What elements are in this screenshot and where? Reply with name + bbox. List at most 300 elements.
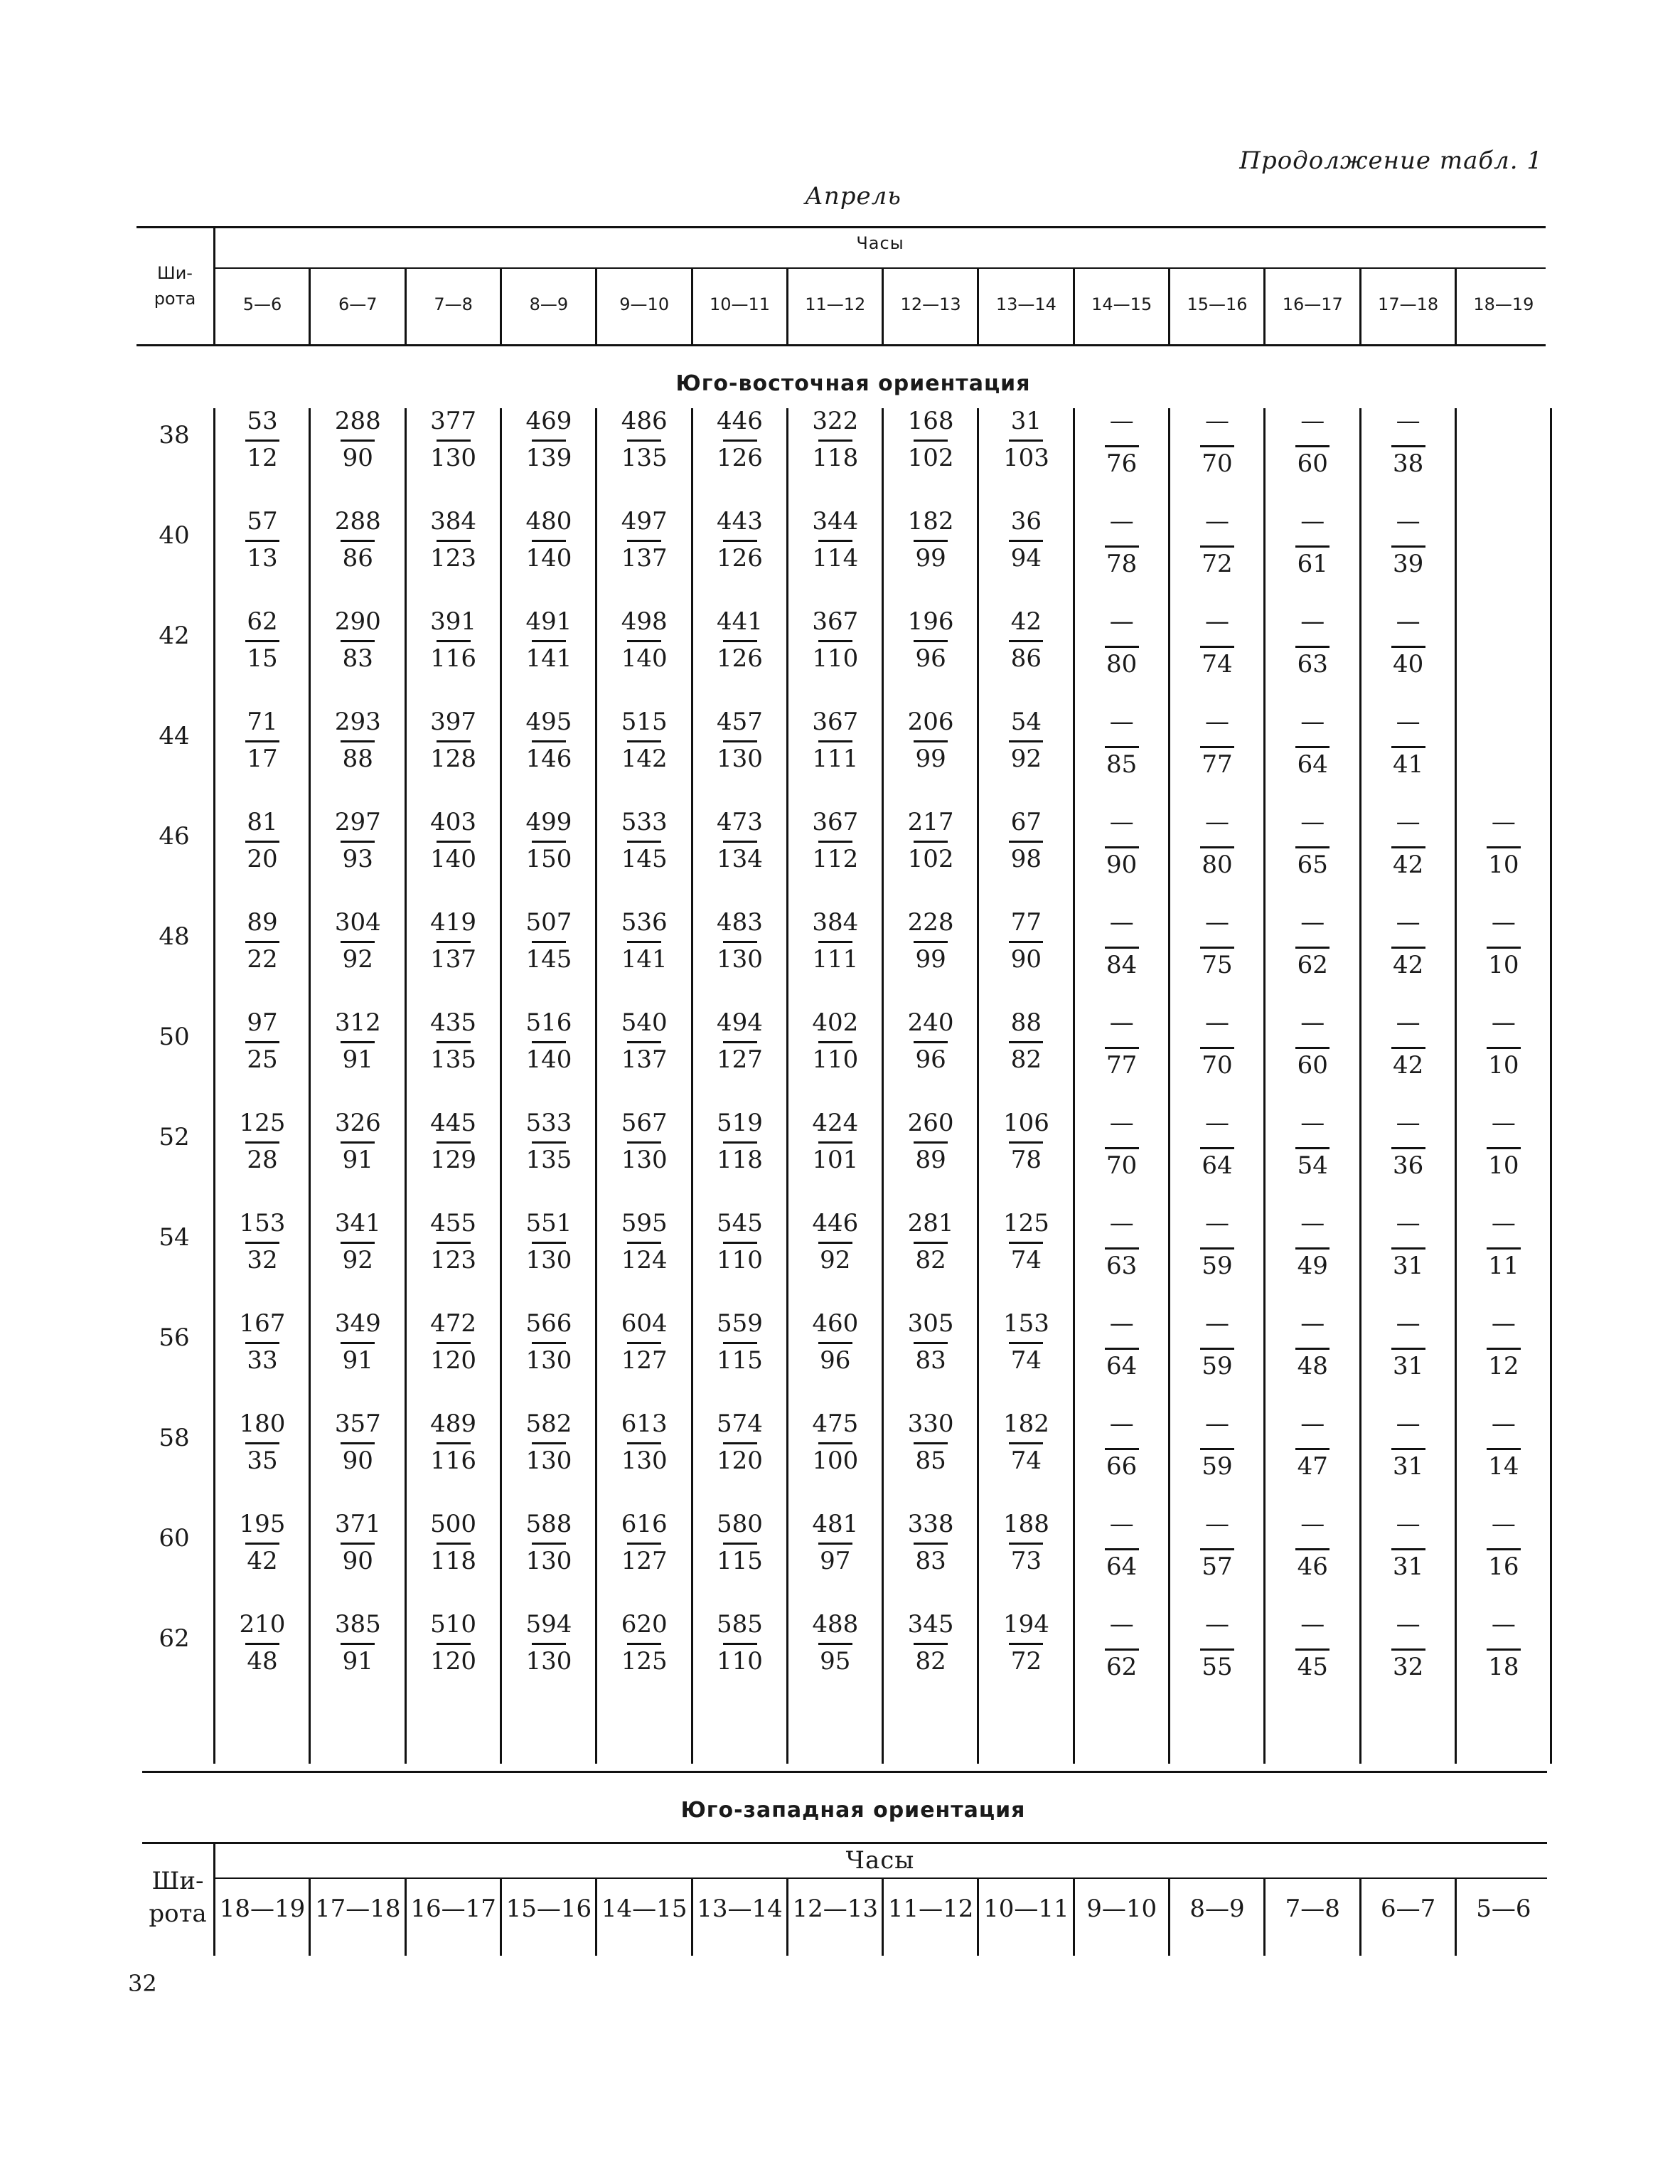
fraction-cell: [406, 1510, 501, 1595]
fraction-cell: [1170, 908, 1265, 994]
latitude-header: Ши- рота: [154, 263, 196, 309]
denominator: 33: [247, 1346, 278, 1375]
hour-header: 12—13: [900, 294, 961, 314]
fraction-bar: [341, 540, 375, 542]
fraction-cell: [1456, 1008, 1551, 1094]
denominator: 85: [1106, 750, 1138, 779]
numerator: 97: [247, 1008, 278, 1037]
denominator: 92: [1010, 745, 1042, 773]
fraction-cell: [310, 1309, 405, 1395]
numerator: —: [1491, 808, 1516, 836]
numerator: 498: [621, 607, 668, 636]
denominator: 127: [717, 1045, 763, 1074]
denominator: 126: [717, 544, 763, 572]
fraction-cell: [596, 908, 692, 994]
denominator: 140: [621, 644, 668, 673]
numerator: 494: [717, 1008, 763, 1037]
denominator: 57: [1202, 1552, 1233, 1581]
numerator: 210: [239, 1610, 286, 1639]
numerator: —: [1205, 1610, 1229, 1639]
fraction-cell: [310, 1109, 405, 1194]
hour-divider: [977, 267, 979, 344]
fraction-cell: [883, 708, 978, 793]
fraction-cell: [1265, 1410, 1360, 1495]
denominator: 75: [1202, 951, 1233, 979]
denominator: 110: [717, 1647, 763, 1676]
numerator: —: [1205, 1109, 1229, 1137]
fraction-cell: [788, 708, 883, 793]
fraction-cell: [788, 808, 883, 893]
denominator: 130: [621, 1447, 668, 1475]
hour-header: 9—10: [619, 294, 670, 314]
fraction-cell: [1074, 1410, 1170, 1495]
fraction-cell: [1361, 1209, 1456, 1294]
numerator: 515: [621, 708, 668, 736]
fraction-cell: [501, 607, 596, 693]
denominator: 110: [717, 1246, 763, 1274]
hour-header: 10—11: [709, 294, 771, 314]
numerator: —: [1396, 1410, 1420, 1438]
fraction-cell: [1456, 1610, 1551, 1695]
numerator: 377: [430, 407, 477, 435]
fraction-bar: [1009, 1242, 1043, 1244]
sw-hour-divider: [1073, 1879, 1075, 1956]
denominator: 145: [525, 945, 572, 974]
fraction-bar: [437, 440, 471, 442]
fraction-cell: [406, 1410, 501, 1495]
fraction-cell: [310, 1610, 405, 1695]
numerator: 42: [1010, 607, 1042, 636]
fraction-cell: [1456, 1309, 1551, 1395]
fraction-cell: [788, 1610, 883, 1695]
denominator: 96: [915, 644, 946, 673]
numerator: 217: [907, 808, 954, 836]
fraction-cell: [310, 908, 405, 994]
fraction-bar: [914, 1342, 948, 1344]
fraction-cell: [788, 1309, 883, 1395]
fraction-bar: [1105, 646, 1139, 648]
sw-hour-header: 14—15: [601, 1895, 687, 1923]
fraction-cell: [1170, 1109, 1265, 1194]
fraction-cell: [501, 908, 596, 994]
denominator: 114: [812, 544, 859, 572]
denominator: 116: [430, 1447, 477, 1475]
hour-divider: [500, 267, 502, 344]
hour-header: 15—16: [1187, 294, 1248, 314]
denominator: 95: [820, 1647, 851, 1676]
numerator: —: [1109, 1309, 1134, 1338]
fraction-cell: [978, 607, 1074, 693]
fraction-bar: [437, 1643, 471, 1645]
fraction-bar: [1487, 1247, 1521, 1250]
numerator: 260: [907, 1109, 954, 1137]
numerator: 125: [239, 1109, 286, 1137]
hour-header: 7—8: [434, 294, 473, 314]
fraction-bar: [532, 540, 566, 542]
denominator: 99: [915, 745, 946, 773]
numerator: 475: [812, 1410, 859, 1438]
latitude-value: 40: [159, 521, 190, 550]
fraction-cell: [1265, 607, 1360, 693]
fraction-cell: [883, 607, 978, 693]
fraction-cell: [596, 708, 692, 793]
denominator: 12: [1488, 1352, 1519, 1380]
denominator: 130: [430, 444, 477, 472]
fraction-bar: [437, 640, 471, 642]
sw-hour-divider: [1263, 1879, 1266, 1956]
fraction-cell: [501, 1209, 596, 1294]
fraction-cell: [1170, 1510, 1265, 1595]
denominator: 82: [915, 1246, 946, 1274]
denominator: 83: [915, 1547, 946, 1575]
fraction-cell: [978, 1008, 1074, 1094]
hour-divider: [595, 267, 597, 344]
denominator: 89: [915, 1146, 946, 1174]
denominator: 130: [525, 1647, 572, 1676]
fraction-bar: [341, 941, 375, 943]
numerator: 445: [430, 1109, 477, 1137]
numerator: 580: [717, 1510, 763, 1538]
denominator: 22: [247, 945, 278, 974]
month-title: Апрель: [805, 182, 901, 211]
fraction-bar: [914, 1543, 948, 1545]
denominator: 141: [525, 644, 572, 673]
denominator: 31: [1392, 1352, 1424, 1380]
fraction-bar: [341, 1141, 375, 1144]
hour-header: 17—18: [1378, 294, 1439, 314]
fraction-cell: [215, 1109, 310, 1194]
numerator: —: [1491, 1610, 1516, 1639]
numerator: 483: [717, 908, 763, 937]
fraction-cell: [1361, 1410, 1456, 1495]
denominator: 88: [342, 745, 373, 773]
fraction-cell: [692, 1410, 788, 1495]
fraction-bar: [437, 1442, 471, 1444]
numerator: —: [1205, 607, 1229, 636]
numerator: —: [1205, 507, 1229, 536]
fraction-bar: [1009, 1442, 1043, 1444]
denominator: 130: [525, 1447, 572, 1475]
fraction-cell: [215, 607, 310, 693]
fraction-cell: [406, 1109, 501, 1194]
fraction-cell: [310, 607, 405, 693]
sw-hour-divider: [882, 1879, 884, 1956]
fraction-bar: [914, 540, 948, 542]
denominator: 115: [717, 1547, 763, 1575]
fraction-bar: [341, 1342, 375, 1344]
fraction-bar: [1105, 1648, 1139, 1651]
numerator: 397: [430, 708, 477, 736]
fraction-bar: [914, 740, 948, 742]
numerator: 616: [621, 1510, 668, 1538]
sw-hour-divider: [691, 1879, 693, 1956]
fraction-bar: [627, 440, 661, 442]
fraction-bar: [1009, 740, 1043, 742]
numerator: 153: [1002, 1309, 1049, 1338]
denominator: 82: [1010, 1045, 1042, 1074]
fraction-bar: [1105, 947, 1139, 949]
fraction-cell: [692, 1610, 788, 1695]
denominator: 42: [1392, 951, 1424, 979]
denominator: 82: [915, 1647, 946, 1676]
fraction-bar: [723, 540, 757, 542]
numerator: —: [1396, 708, 1420, 736]
sw-hours-subrule: [213, 1877, 1547, 1879]
numerator: 540: [621, 1008, 668, 1037]
fraction-cell: [215, 908, 310, 994]
fraction-cell: [406, 407, 501, 492]
denominator: 137: [430, 945, 477, 974]
numerator: 88: [1010, 1008, 1042, 1037]
numerator: 486: [621, 407, 668, 435]
numerator: 472: [430, 1309, 477, 1338]
fraction-bar: [818, 1041, 852, 1043]
fraction-cell: [788, 1510, 883, 1595]
fraction-cell: [596, 1410, 692, 1495]
denominator: 135: [621, 444, 668, 472]
numerator: 499: [525, 808, 572, 836]
fraction-bar: [1200, 947, 1234, 949]
fraction-cell: [788, 407, 883, 492]
fraction-cell: [310, 808, 405, 893]
denominator: 92: [820, 1246, 851, 1274]
fraction-bar: [1105, 746, 1139, 748]
numerator: 77: [1010, 908, 1042, 937]
fraction-cell: [1074, 1510, 1170, 1595]
fraction-bar: [1295, 746, 1329, 748]
fraction-bar: [1200, 445, 1234, 447]
denominator: 38: [1392, 449, 1424, 478]
fraction-cell: [1361, 808, 1456, 893]
fraction-cell: [692, 1510, 788, 1595]
numerator: 491: [525, 607, 572, 636]
fraction-bar: [532, 640, 566, 642]
fraction-cell: [215, 1610, 310, 1695]
hour-header: 18—19: [1473, 294, 1534, 314]
numerator: 167: [239, 1309, 286, 1338]
numerator: 519: [717, 1109, 763, 1137]
fraction-bar: [1487, 1648, 1521, 1651]
fraction-cell: [788, 1209, 883, 1294]
fraction-bar: [245, 640, 279, 642]
fraction-bar: [627, 841, 661, 843]
fraction-cell: [883, 1008, 978, 1094]
denominator: 35: [247, 1447, 278, 1475]
numerator: —: [1300, 1008, 1325, 1037]
fraction-bar: [245, 1643, 279, 1645]
fraction-bar: [437, 1543, 471, 1545]
numerator: 344: [812, 507, 859, 536]
numerator: 304: [334, 908, 381, 937]
fraction-cell: [1361, 908, 1456, 994]
fraction-cell: [883, 808, 978, 893]
fraction-cell: [1361, 1610, 1456, 1695]
fraction-bar: [245, 1442, 279, 1444]
header-bottom-rule: [137, 344, 1546, 346]
fraction-cell: [883, 908, 978, 994]
fraction-bar: [1200, 1247, 1234, 1250]
denominator: 112: [812, 845, 859, 873]
sw-hour-divider: [500, 1879, 502, 1956]
numerator: 53: [247, 407, 278, 435]
denominator: 77: [1106, 1051, 1138, 1080]
fraction-bar: [341, 740, 375, 742]
sw-hour-divider: [977, 1879, 979, 1956]
fraction-cell: [596, 808, 692, 893]
denominator: 74: [1202, 650, 1233, 678]
latitude-value: 44: [159, 722, 190, 750]
fraction-cell: [1456, 1410, 1551, 1495]
latitude-value: 60: [159, 1524, 190, 1552]
numerator: 481: [812, 1510, 859, 1538]
fraction-bar: [627, 740, 661, 742]
fraction-bar: [818, 540, 852, 542]
fraction-cell: [215, 808, 310, 893]
numerator: —: [1205, 708, 1229, 736]
denominator: 60: [1297, 449, 1328, 478]
numerator: —: [1205, 1209, 1229, 1237]
fraction-cell: [1170, 607, 1265, 693]
fraction-cell: [1265, 507, 1360, 592]
fraction-cell: [215, 1209, 310, 1294]
fraction-bar: [1391, 1047, 1425, 1049]
numerator: —: [1109, 507, 1134, 536]
hour-header: 13—14: [995, 294, 1056, 314]
hours-header: Часы: [856, 233, 904, 253]
fraction-bar: [1295, 545, 1329, 548]
numerator: 312: [334, 1008, 381, 1037]
numerator: —: [1396, 1209, 1420, 1237]
numerator: 240: [907, 1008, 954, 1037]
sw-hour-header: 8—9: [1189, 1895, 1245, 1923]
denominator: 83: [915, 1346, 946, 1375]
denominator: 130: [717, 745, 763, 773]
denominator: 102: [907, 845, 954, 873]
fraction-bar: [437, 1242, 471, 1244]
latitude-value: 56: [159, 1323, 190, 1352]
numerator: 588: [525, 1510, 572, 1538]
denominator: 90: [342, 1447, 373, 1475]
fraction-bar: [723, 440, 757, 442]
fraction-bar: [245, 1242, 279, 1244]
fraction-bar: [532, 1041, 566, 1043]
fraction-cell: [215, 1510, 310, 1595]
fraction-cell: [1074, 908, 1170, 994]
fraction-cell: [788, 1008, 883, 1094]
denominator: 70: [1202, 1051, 1233, 1080]
denominator: 126: [717, 444, 763, 472]
fraction-bar: [627, 1543, 661, 1545]
numerator: 424: [812, 1109, 859, 1137]
latitude-value: 52: [159, 1123, 190, 1151]
fraction-bar: [1295, 947, 1329, 949]
numerator: 620: [621, 1610, 668, 1639]
fraction-cell: [406, 808, 501, 893]
fraction-cell: [978, 1510, 1074, 1595]
numerator: —: [1396, 407, 1420, 435]
numerator: 367: [812, 607, 859, 636]
numerator: 36: [1010, 507, 1042, 536]
fraction-bar: [1391, 545, 1425, 548]
fraction-bar: [818, 1242, 852, 1244]
denominator: 99: [915, 544, 946, 572]
fraction-bar: [1295, 1548, 1329, 1550]
latitude-value: 46: [159, 822, 190, 851]
fraction-bar: [532, 1141, 566, 1144]
fraction-bar: [1105, 1548, 1139, 1550]
numerator: 168: [907, 407, 954, 435]
fraction-cell: [1074, 607, 1170, 693]
fraction-cell: [788, 1109, 883, 1194]
denominator: 10: [1488, 851, 1519, 879]
hour-divider: [882, 267, 884, 344]
numerator: 441: [717, 607, 763, 636]
numerator: 288: [334, 407, 381, 435]
hour-header: 6—7: [338, 294, 378, 314]
fraction-bar: [818, 740, 852, 742]
denominator: 55: [1202, 1653, 1233, 1681]
fraction-cell: [883, 1309, 978, 1395]
hour-header: 8—9: [529, 294, 569, 314]
numerator: 545: [717, 1209, 763, 1237]
denominator: 41: [1392, 750, 1424, 779]
denominator: 98: [1010, 845, 1042, 873]
sw-hour-divider: [1359, 1879, 1361, 1956]
denominator: 64: [1202, 1151, 1233, 1180]
fraction-bar: [1487, 846, 1521, 848]
fraction-bar: [723, 941, 757, 943]
fraction-cell: [406, 1008, 501, 1094]
fraction-cell: [692, 1008, 788, 1094]
numerator: —: [1300, 507, 1325, 536]
denominator: 62: [1297, 951, 1328, 979]
numerator: —: [1109, 1109, 1134, 1137]
numerator: 338: [907, 1510, 954, 1538]
fraction-cell: [596, 407, 692, 492]
fraction-cell: [978, 1410, 1074, 1495]
fraction-cell: [692, 507, 788, 592]
fraction-cell: [310, 1209, 405, 1294]
fraction-bar: [1009, 540, 1043, 542]
hour-divider: [1455, 267, 1457, 344]
fraction-bar: [1200, 646, 1234, 648]
numerator: 153: [239, 1209, 286, 1237]
denominator: 48: [247, 1647, 278, 1676]
denominator: 63: [1297, 650, 1328, 678]
fraction-bar: [1295, 1348, 1329, 1350]
fraction-bar: [1105, 1247, 1139, 1250]
fraction-bar: [1391, 947, 1425, 949]
denominator: 130: [525, 1346, 572, 1375]
sw-hour-header: 7—8: [1285, 1895, 1340, 1923]
fraction-cell: [1170, 1008, 1265, 1094]
denominator: 111: [812, 945, 859, 974]
fraction-cell: [501, 507, 596, 592]
hour-divider: [1073, 267, 1075, 344]
fraction-bar: [1391, 1348, 1425, 1350]
numerator: 89: [247, 908, 278, 937]
fraction-bar: [341, 1242, 375, 1244]
denominator: 36: [1392, 1151, 1424, 1180]
fraction-cell: [596, 1510, 692, 1595]
southeast-bottom-rule: [142, 1771, 1547, 1773]
numerator: —: [1396, 1510, 1420, 1538]
fraction-bar: [245, 740, 279, 742]
denominator: 101: [812, 1146, 859, 1174]
denominator: 146: [525, 745, 572, 773]
fraction-bar: [1200, 846, 1234, 848]
numerator: 403: [430, 808, 477, 836]
